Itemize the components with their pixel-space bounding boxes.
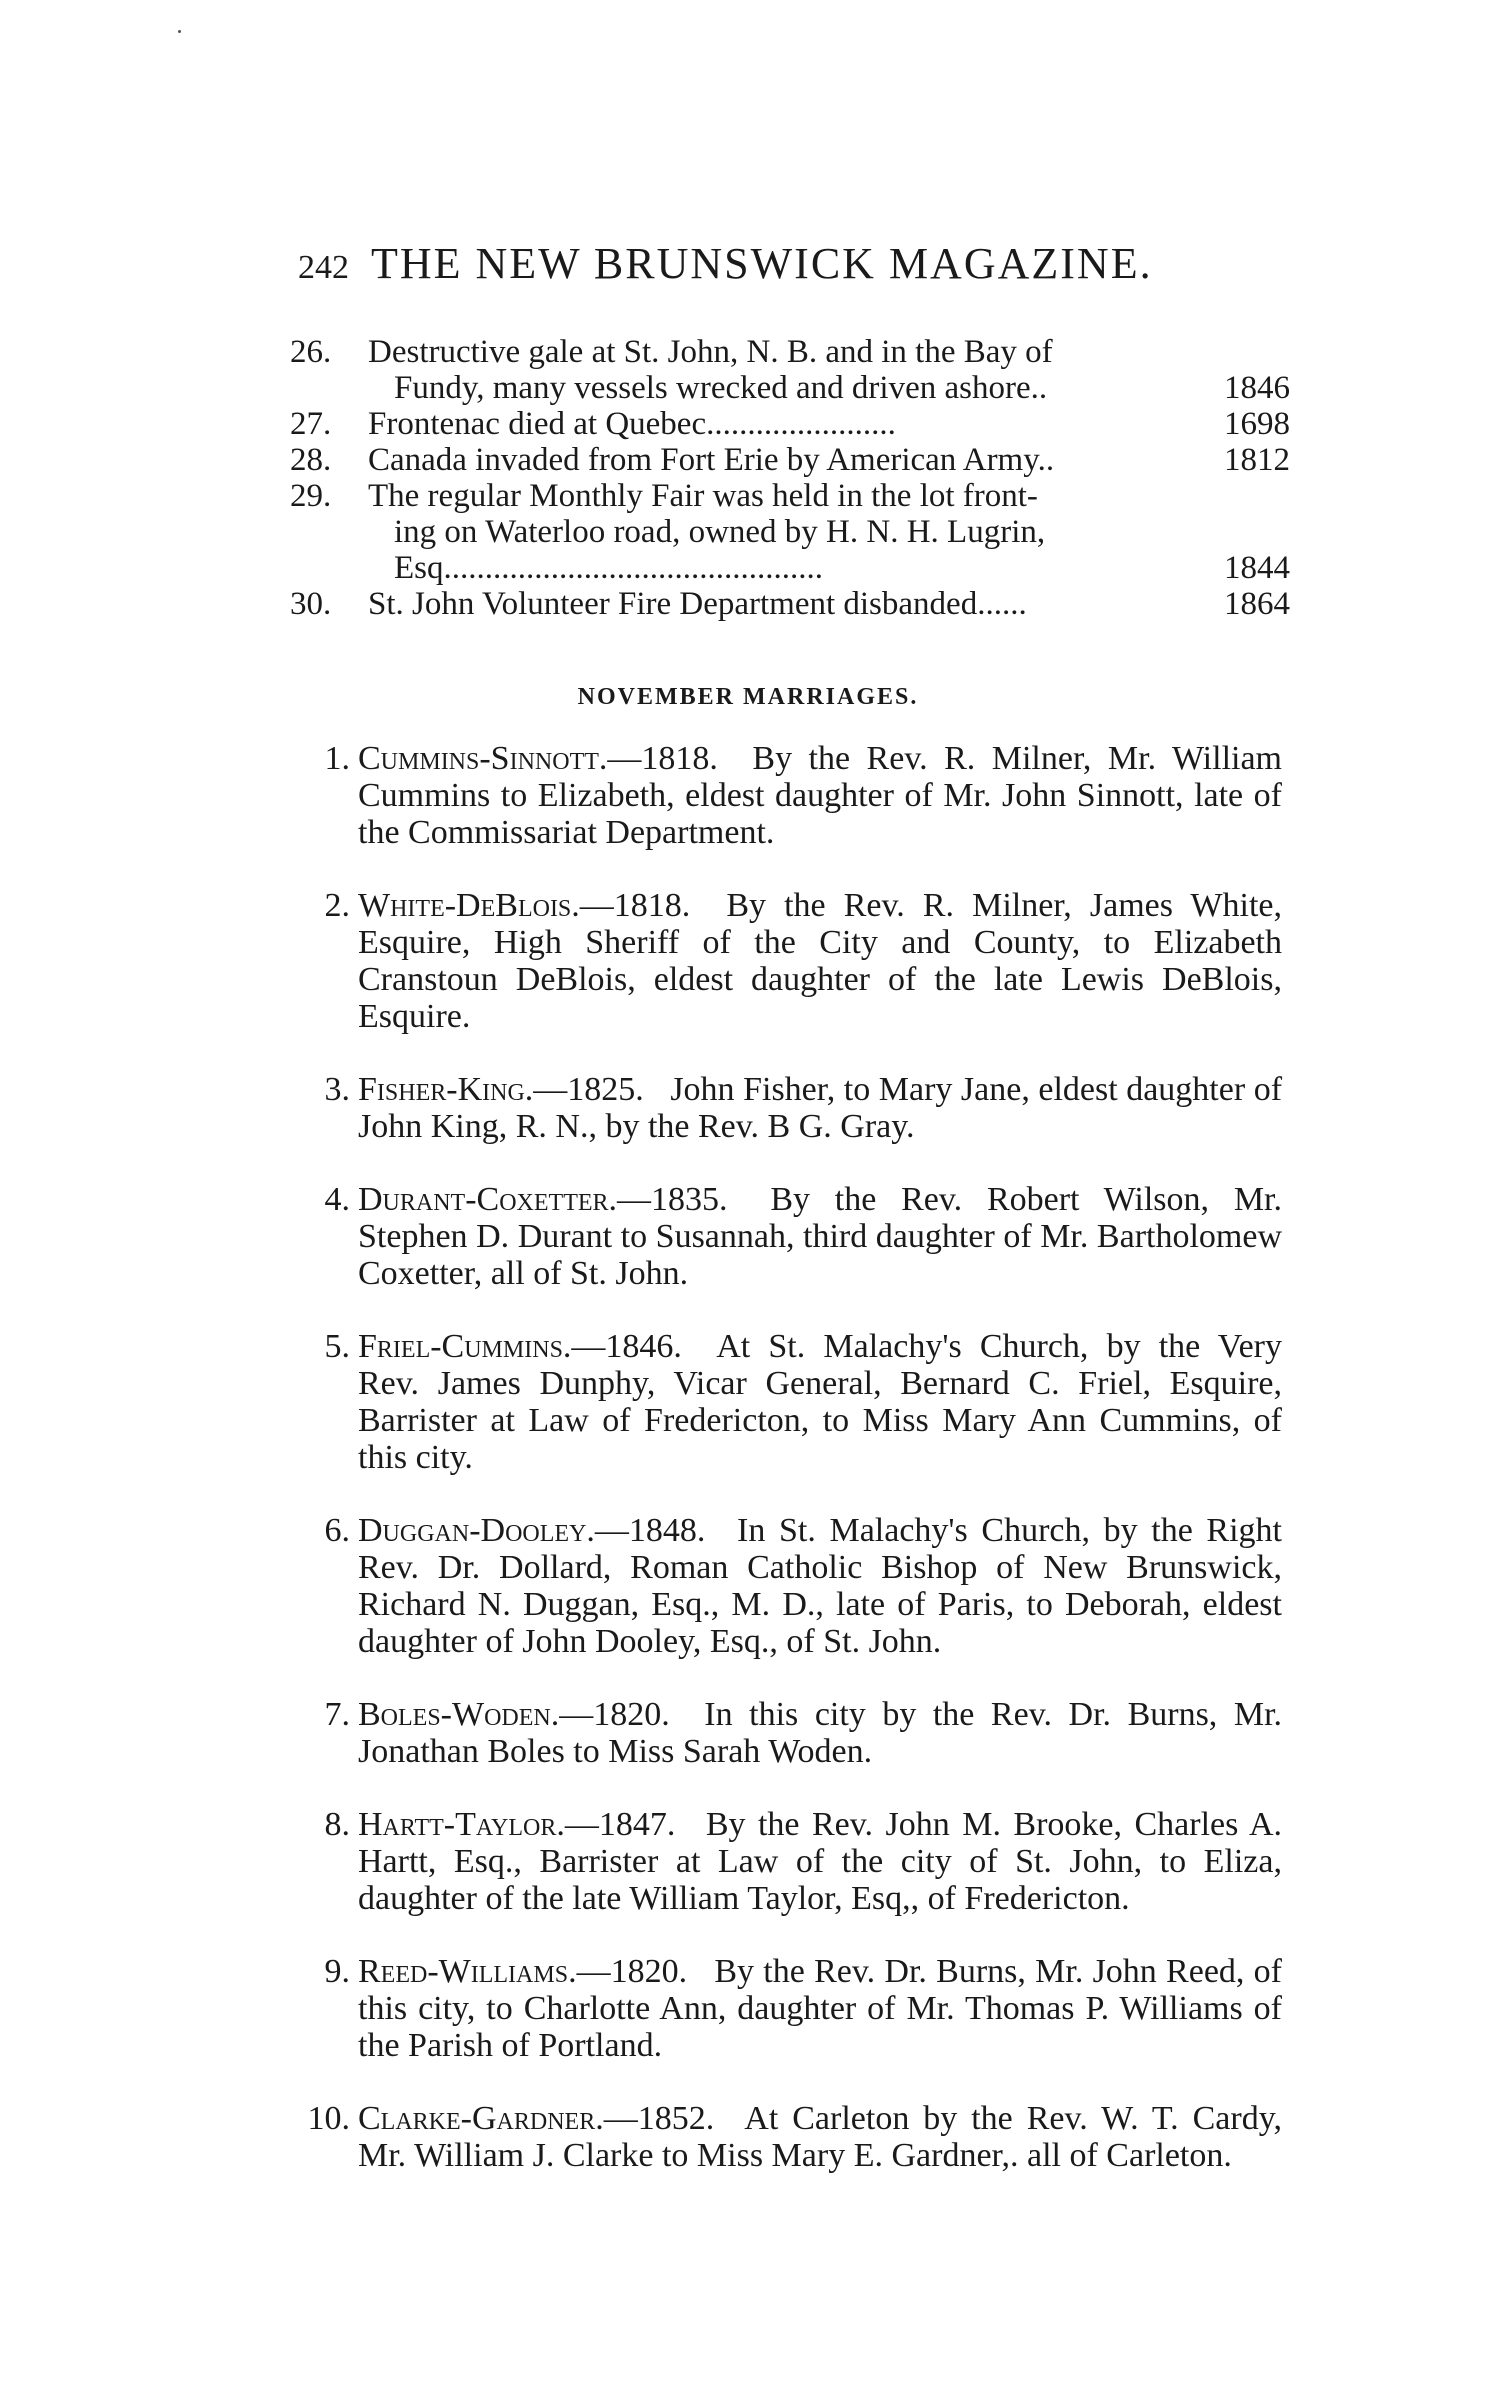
section-heading: NOVEMBER MARRIAGES. bbox=[577, 684, 919, 710]
entry-names: Clarke-Gardner. bbox=[358, 2100, 604, 2137]
running-header bbox=[298, 238, 1198, 298]
entry-names: Boles-Woden. bbox=[358, 1696, 560, 1733]
entry-text: By the Rev. Robert Wilson, Mr. Stephen D. Durant to Susannah, third daughter of Mr. Bartholomew Coxetter, all of St. John. bbox=[358, 1181, 1283, 1292]
entry-text: At Carleton by the Rev. W. T. Cardy, Mr. William J. Clarke to Miss Mary E. Gardner,. all of Carleton. bbox=[358, 2100, 1282, 2174]
marriage-entry bbox=[290, 1512, 1290, 1660]
entry-names: Duggan-Dooley. bbox=[358, 1512, 595, 1549]
chronology-number: 27. bbox=[290, 406, 332, 442]
chronology-year: 1846 bbox=[1224, 370, 1290, 406]
entry-names: White-DeBlois. bbox=[358, 887, 580, 924]
magazine-title: THE NEW BRUNSWICK MAGAZINE. bbox=[371, 239, 1153, 288]
chronology-item bbox=[290, 478, 1290, 586]
entry-number: 5. bbox=[324, 1328, 350, 1365]
entry-number: 10. bbox=[307, 2100, 350, 2137]
marriage-entry bbox=[290, 1071, 1290, 1145]
chronology-item bbox=[290, 406, 1290, 442]
marriage-entry bbox=[290, 887, 1290, 1035]
chronology-number: 30. bbox=[290, 586, 332, 622]
chronology-year: 1864 bbox=[1224, 586, 1290, 622]
entry-year: —1820. bbox=[559, 1696, 670, 1733]
entry-number: 4. bbox=[324, 1181, 350, 1218]
marriage-entry bbox=[290, 1696, 1290, 1770]
marriage-entry bbox=[290, 1953, 1290, 2064]
chronology-year: 1698 bbox=[1224, 406, 1290, 442]
page-number: 242 bbox=[298, 249, 349, 286]
chronology-number: 26. bbox=[290, 334, 332, 370]
page-speck bbox=[178, 30, 181, 33]
entry-body bbox=[358, 1512, 1282, 1660]
chronology-year: 1812 bbox=[1224, 442, 1290, 478]
entry-names: Fisher-King. bbox=[358, 1071, 534, 1108]
marriage-entry bbox=[290, 1806, 1290, 1917]
entry-year: —1852. bbox=[603, 2100, 715, 2137]
entry-body bbox=[358, 1181, 1282, 1292]
entry-text: By the Rev. Dr. Burns, Mr. John Reed, of this city, to Charlotte Ann, daughter of Mr. Thomas P. Williams of the Parish of Portland. bbox=[358, 1953, 1282, 2064]
entry-number: 8. bbox=[324, 1806, 350, 1843]
chronology-text bbox=[368, 586, 1180, 622]
entry-number: 3. bbox=[324, 1071, 350, 1108]
entry-body bbox=[358, 1696, 1282, 1770]
chronology-line: Canada invaded from Fort Erie by American Army.. bbox=[368, 442, 1055, 478]
marriage-entry bbox=[290, 2100, 1290, 2174]
chronology-number: 28. bbox=[290, 442, 332, 478]
entry-number: 7. bbox=[324, 1696, 350, 1733]
chronology-year: 1844 bbox=[1224, 550, 1290, 586]
entry-text: In St. Malachy's Church, by the Right Rev. Dr. Dollard, Roman Catholic Bishop of New Brunswick, Richard N. Duggan, Esq., M. D., late of Paris, to Deborah, eldest daughter of John Dooley, Esq., of St. John. bbox=[358, 1512, 1283, 1660]
entry-text: John Fisher, to Mary Jane, eldest daughter of John King, R. N., by the Rev. B G. Gray. bbox=[358, 1071, 1283, 1145]
entry-text: In this city by the Rev. Dr. Burns, Mr. Jonathan Boles to Miss Sarah Woden. bbox=[358, 1696, 1283, 1770]
entry-body bbox=[358, 1806, 1282, 1917]
entry-year: —1820. bbox=[576, 1953, 688, 1990]
entry-number: 9. bbox=[324, 1953, 350, 1990]
chronology-item bbox=[290, 334, 1290, 406]
entry-number: 2. bbox=[324, 887, 350, 924]
entry-body bbox=[358, 1953, 1282, 2064]
chronology-item bbox=[290, 586, 1290, 622]
entry-year: —1847. bbox=[564, 1806, 676, 1843]
chronology-text bbox=[368, 334, 1180, 406]
chronology-line: Destructive gale at St. John, N. B. and in the Bay of bbox=[368, 334, 1053, 370]
entry-body bbox=[358, 2100, 1282, 2174]
entry-body bbox=[358, 887, 1282, 1035]
entry-text: By the Rev. R. Milner, Mr. William Cummins to Elizabeth, eldest daughter of Mr. John Sinnott, late of the Commissariat Department. bbox=[358, 740, 1283, 851]
chronology-list bbox=[290, 334, 1290, 622]
entry-text: By the Rev. John M. Brooke, Charles A. Hartt, Esq., Barrister at Law of the city of St. John, to Eliza, daughter of the late William Taylor, Esq,, of Fredericton. bbox=[358, 1806, 1283, 1917]
entry-body bbox=[358, 1328, 1282, 1476]
entry-names: Reed-Williams. bbox=[358, 1953, 577, 1990]
entry-names: Cummins-Sinnott. bbox=[358, 740, 608, 777]
chronology-text bbox=[368, 442, 1180, 478]
entry-names: Durant-Coxetter. bbox=[358, 1181, 618, 1218]
entry-names: Hartt-Taylor. bbox=[358, 1806, 565, 1843]
entry-number: 6. bbox=[324, 1512, 350, 1549]
entry-names: Friel-Cummins. bbox=[358, 1328, 572, 1365]
entry-text: By the Rev. R. Milner, James White, Esquire, High Sheriff of the City and County, to Elizabeth Cranstoun DeBlois, eldest daughter of the late Lewis DeBlois, Esquire. bbox=[358, 887, 1282, 1035]
marriage-entry bbox=[290, 740, 1290, 851]
marriage-entry bbox=[290, 1181, 1290, 1292]
marriages-list bbox=[290, 740, 1290, 2210]
entry-year: —1846. bbox=[571, 1328, 682, 1365]
entry-body bbox=[358, 1071, 1282, 1145]
chronology-line: The regular Monthly Fair was held in the lot front- bbox=[368, 478, 1038, 514]
entry-year: —1848. bbox=[594, 1512, 706, 1549]
entry-year: —1818. bbox=[607, 740, 718, 777]
chronology-item bbox=[290, 442, 1290, 478]
chronology-number: 29. bbox=[290, 478, 332, 514]
chronology-text bbox=[368, 406, 1180, 442]
chronology-line: Esq.............................................. bbox=[394, 550, 823, 586]
entry-body bbox=[358, 740, 1282, 851]
entry-text: At St. Malachy's Church, by the Very Rev. James Dunphy, Vicar General, Bernard C. Friel, Esquire, Barrister at Law of Fredericton, to Miss Mary Ann Cummins, of this city. bbox=[358, 1328, 1283, 1476]
chronology-line: Fundy, many vessels wrecked and driven ashore.. bbox=[394, 370, 1048, 406]
marriage-entry bbox=[290, 1328, 1290, 1476]
chronology-text bbox=[368, 478, 1180, 586]
chronology-line: St. John Volunteer Fire Department disbanded...... bbox=[368, 586, 1027, 622]
entry-year: —1818. bbox=[579, 887, 691, 924]
entry-year: —1825. bbox=[533, 1071, 644, 1108]
entry-year: —1835. bbox=[617, 1181, 728, 1218]
chronology-line: ing on Waterloo road, owned by H. N. H. Lugrin, bbox=[394, 514, 1046, 550]
entry-number: 1. bbox=[324, 740, 350, 777]
chronology-line: Frontenac died at Quebec....................... bbox=[368, 406, 896, 442]
